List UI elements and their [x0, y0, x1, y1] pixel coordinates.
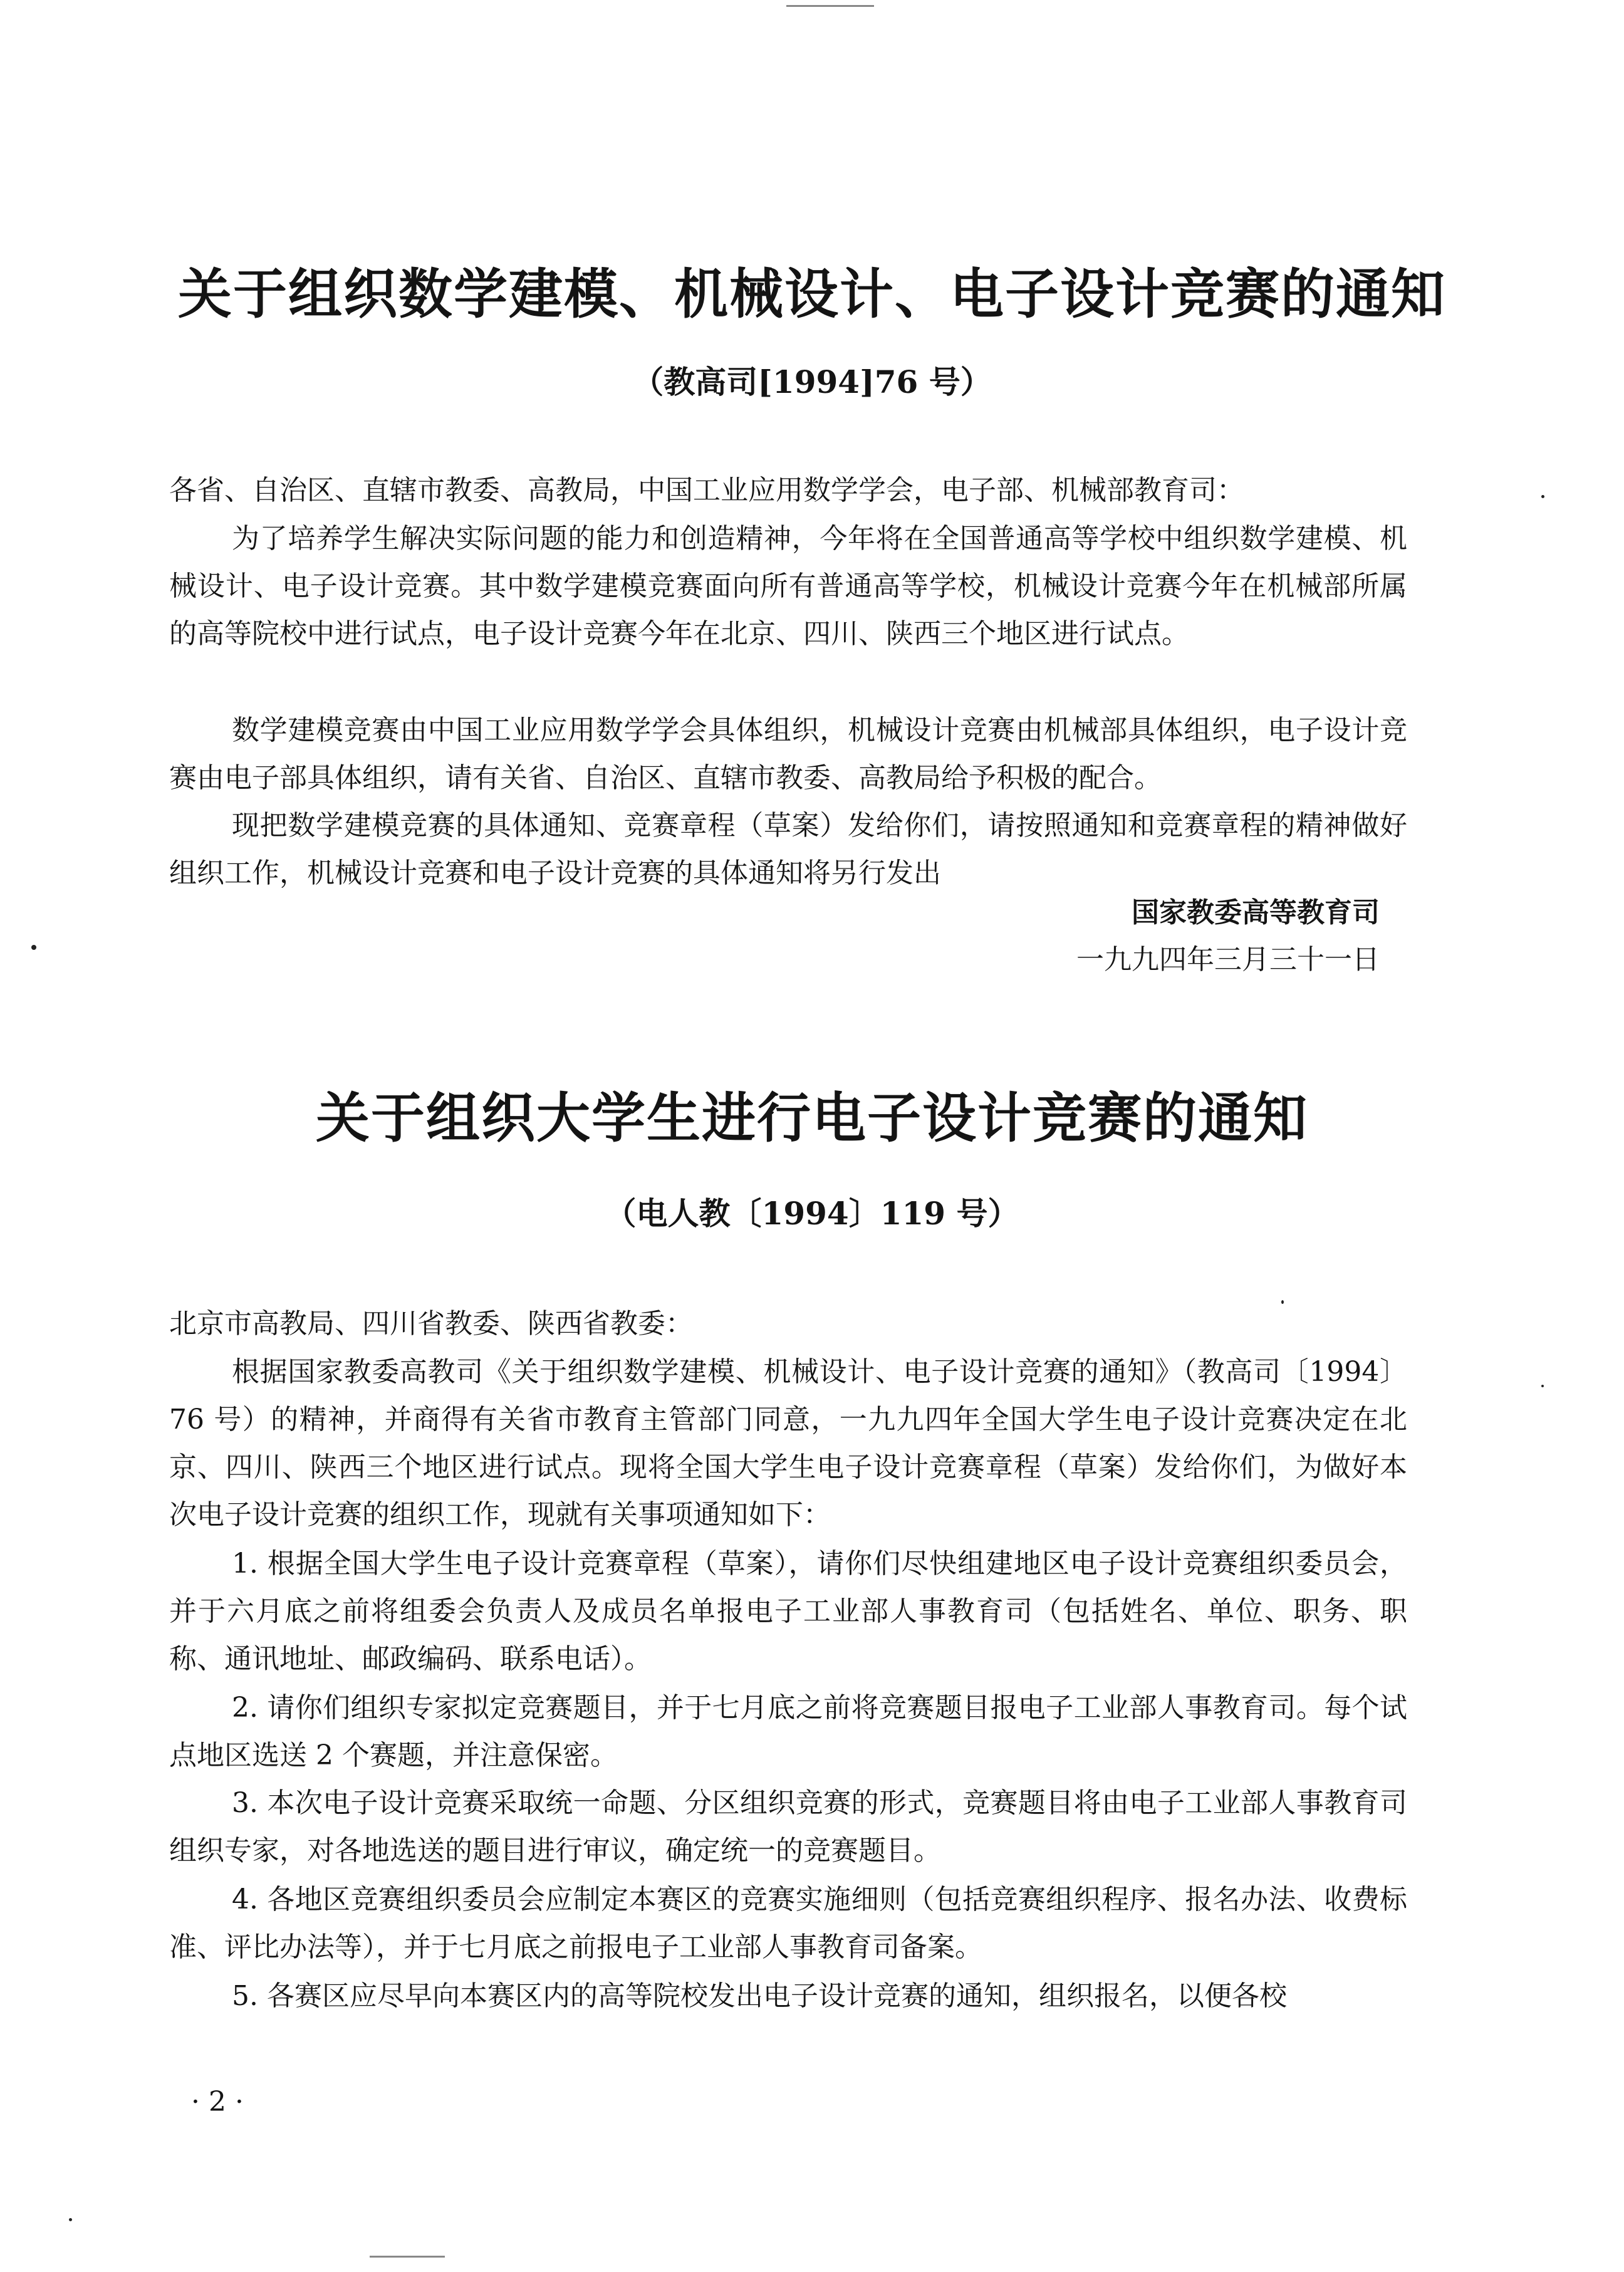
- page-number: · 2 ·: [191, 2086, 244, 2118]
- notice-2-paragraph: 2. 请你们组织专家拟定竞赛题目，并于七月底之前将竞赛题目报电子工业部人事教育司。每个试点地区选送 2 个赛题，并注意保密。: [169, 1692, 1407, 1771]
- notice-1-issuer: 国家教委高等教育司: [1132, 897, 1380, 929]
- scan-speck: [31, 945, 36, 950]
- notice-2-paragraph: 3. 本次电子设计竞赛采取统一命题、分区组织竞赛的形式，竞赛题目将由电子工业部人事教育司组织专家，对各地选送的题目进行审议，确定统一的竞赛题目。: [169, 1787, 1407, 1867]
- notice-1-number: （教高司[1994]76 号）: [632, 363, 992, 400]
- scan-speck: [1281, 1300, 1284, 1304]
- scan-speck: [1541, 1385, 1544, 1387]
- notice-2-paragraph: 4. 各地区竞赛组织委员会应制定本赛区的竞赛实施细则（包括竞赛组织程序、报名办法、收费标准、评比办法等），并于七月底之前报电子工业部人事教育司备案。: [169, 1884, 1407, 1963]
- notice-1-paragraph: 为了培养学生解决实际问题的能力和创造精神，今年将在全国普通高等学校中组织数学建模、机械设计、电子设计竞赛。其中数学建模竞赛面向所有普通高等学校，机械设计竞赛今年在机械部所属的高等院校中进行试点，电子设计竞赛今年在北京、四川、陕西三个地区进行试点。: [169, 523, 1407, 650]
- notice-1-title: 关于组织数学建模、机械设计、电子设计竞赛的通知: [178, 263, 1446, 326]
- notice-2-number: （电人教〔1994〕119 号）: [605, 1195, 1019, 1232]
- scan-speck: [69, 2218, 72, 2221]
- notice-2-paragraph: 根据国家教委高教司《关于组织数学建模、机械设计、电子设计竞赛的通知》（教高司〔1994〕76 号）的精神，并商得有关省市教育主管部门同意，一九九四年全国大学生电子设计竞赛决定在北京、四川、陕西三个地区进行试点。现将全国大学生电子设计竞赛章程（草案）发给你们，为做好本次电子设计竞赛的组织工作，现就有关事项通知如下：: [169, 1356, 1407, 1531]
- notice-2-title: 关于组织大学生进行电子设计竞赛的通知: [316, 1086, 1308, 1150]
- notice-1-date: 一九九四年三月三十一日: [1076, 944, 1380, 976]
- scan-dash: [786, 5, 874, 7]
- notice-1-paragraph: 现把数学建模竞赛的具体通知、竞赛章程（草案）发给你们，请按照通知和竞赛章程的精神做好组织工作，机械设计竞赛和电子设计竞赛的具体通知将另行发出: [169, 810, 1407, 889]
- notice-1-paragraph: 数学建模竞赛由中国工业应用数学学会具体组织，机械设计竞赛由机械部具体组织，电子设计竞赛由电子部具体组织，请有关省、自治区、直辖市教委、高教局给予积极的配合。: [169, 714, 1407, 794]
- scan-dash: [370, 2256, 445, 2258]
- scan-speck: [1541, 495, 1544, 498]
- notice-1-recipients: 各省、自治区、直辖市教委、高教局，中国工业应用数学学会，电子部、机械部教育司：: [169, 474, 1244, 506]
- notice-2-paragraph: 1. 根据全国大学生电子设计竞赛章程（草案），请你们尽快组建地区电子设计竞赛组织委员会，并于六月底之前将组委会负责人及成员名单报电子工业部人事教育司（包括姓名、单位、职务、职称、通讯地址、邮政编码、联系电话）。: [169, 1548, 1407, 1675]
- notice-2-recipients: 北京市高教局、四川省教委、陕西省教委：: [169, 1308, 693, 1340]
- notice-2-paragraph: 5. 各赛区应尽早向本赛区内的高等院校发出电子设计竞赛的通知，组织报名，以便各校: [232, 1980, 1287, 2012]
